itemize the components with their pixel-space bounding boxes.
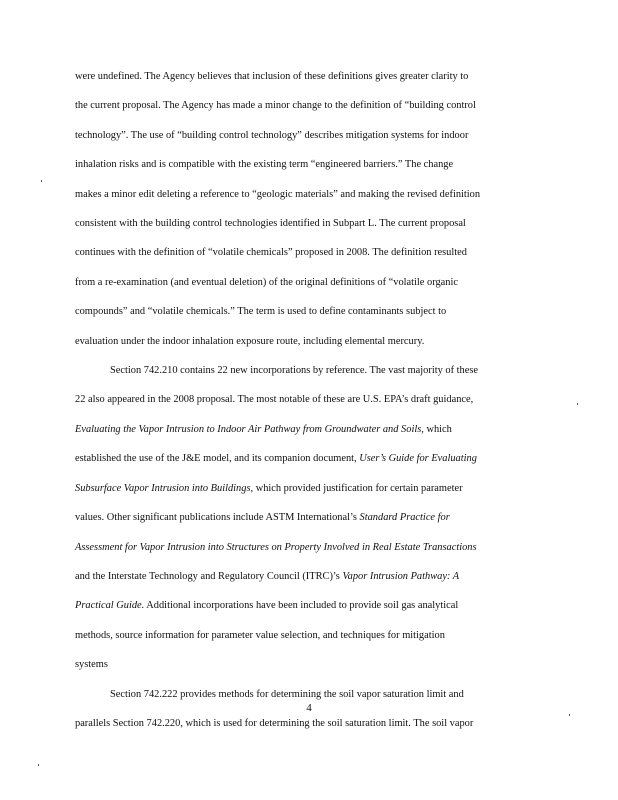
text-line: from a re-examination (and eventual deletion) of the original definitions of “volatile organic — [75, 276, 458, 288]
scan-speck — [38, 764, 39, 766]
text-line — [75, 444, 545, 473]
paragraph-start-line: Section 742.210 contains 22 new incorporations by reference. The vast majority of these — [110, 365, 478, 377]
text-line — [75, 474, 545, 503]
scan-speck — [41, 180, 42, 182]
italic-title: Practical Guide. — [75, 600, 145, 612]
scan-speck — [577, 403, 578, 405]
italic-title-line: Assessment for Vapor Intrusion into Structures on Property Involved in Real Estate Transactions — [75, 541, 477, 553]
text-line: technology”. The use of “building control technology” describes mitigation systems for indoor — [75, 129, 469, 141]
text-line: compounds” and “volatile chemicals.” The term is used to define contaminants subject to — [75, 306, 447, 318]
text-run: values. Other significant publications include ASTM International’s — [75, 512, 360, 524]
text-run: established the use of the J&E model, and its companion document, — [75, 453, 360, 465]
text-line: continues with the definition of “volatile chemicals” proposed in 2008. The definition resulted — [75, 247, 467, 259]
scan-speck — [569, 714, 570, 716]
text-line: inhalation risks and is compatible with the existing term “engineered barriers.” The change — [75, 159, 454, 171]
text-line — [75, 562, 545, 591]
text-run: Additional incorporations have been included to provide soil gas analytical — [144, 600, 459, 612]
text-line: systems — [75, 659, 108, 671]
text-run: which — [423, 423, 452, 435]
text-run: which provided justification for certain parameter — [253, 482, 463, 494]
text-line: the current proposal. The Agency has made a minor change to the definition of “building control — [75, 100, 476, 112]
body-text — [75, 62, 545, 738]
text-line: makes a minor edit deleting a reference to “geologic materials” and making the revised definition — [75, 188, 481, 200]
text-line: 22 also appeared in the 2008 proposal. The most notable of these are U.S. EPA’s draft guidance, — [75, 394, 474, 406]
italic-title: Subsurface Vapor Intrusion into Buildings, — [75, 482, 254, 494]
page-number: 4 — [306, 702, 312, 714]
text-line — [75, 415, 545, 444]
text-line — [75, 591, 545, 620]
text-line: methods, source information for parameter value selection, and techniques for mitigation — [75, 629, 445, 641]
italic-title: Evaluating the Vapor Intrusion to Indoor Air Pathway from Groundwater and Soils, — [75, 423, 424, 435]
text-run: and the Interstate Technology and Regulatory Council (ITRC)’s — [75, 570, 343, 582]
paragraph-start-line: Section 742.222 provides methods for determining the soil vapor saturation limit and — [110, 688, 464, 700]
italic-title: User’s Guide for Evaluating — [359, 453, 477, 465]
italic-title: Standard Practice for — [359, 512, 450, 524]
text-line — [75, 503, 545, 532]
italic-title: Vapor Intrusion Pathway: A — [342, 570, 460, 582]
text-line: parallels Section 742.220, which is used for determining the soil saturation limit. The soil vapor — [75, 717, 474, 729]
text-line: evaluation under the indoor inhalation exposure route, including elemental mercury. — [75, 335, 425, 347]
text-line: were undefined. The Agency believes that inclusion of these definitions gives greater clarity to — [75, 71, 469, 82]
text-line: consistent with the building control technologies identified in Subpart L. The current proposal — [75, 218, 466, 230]
